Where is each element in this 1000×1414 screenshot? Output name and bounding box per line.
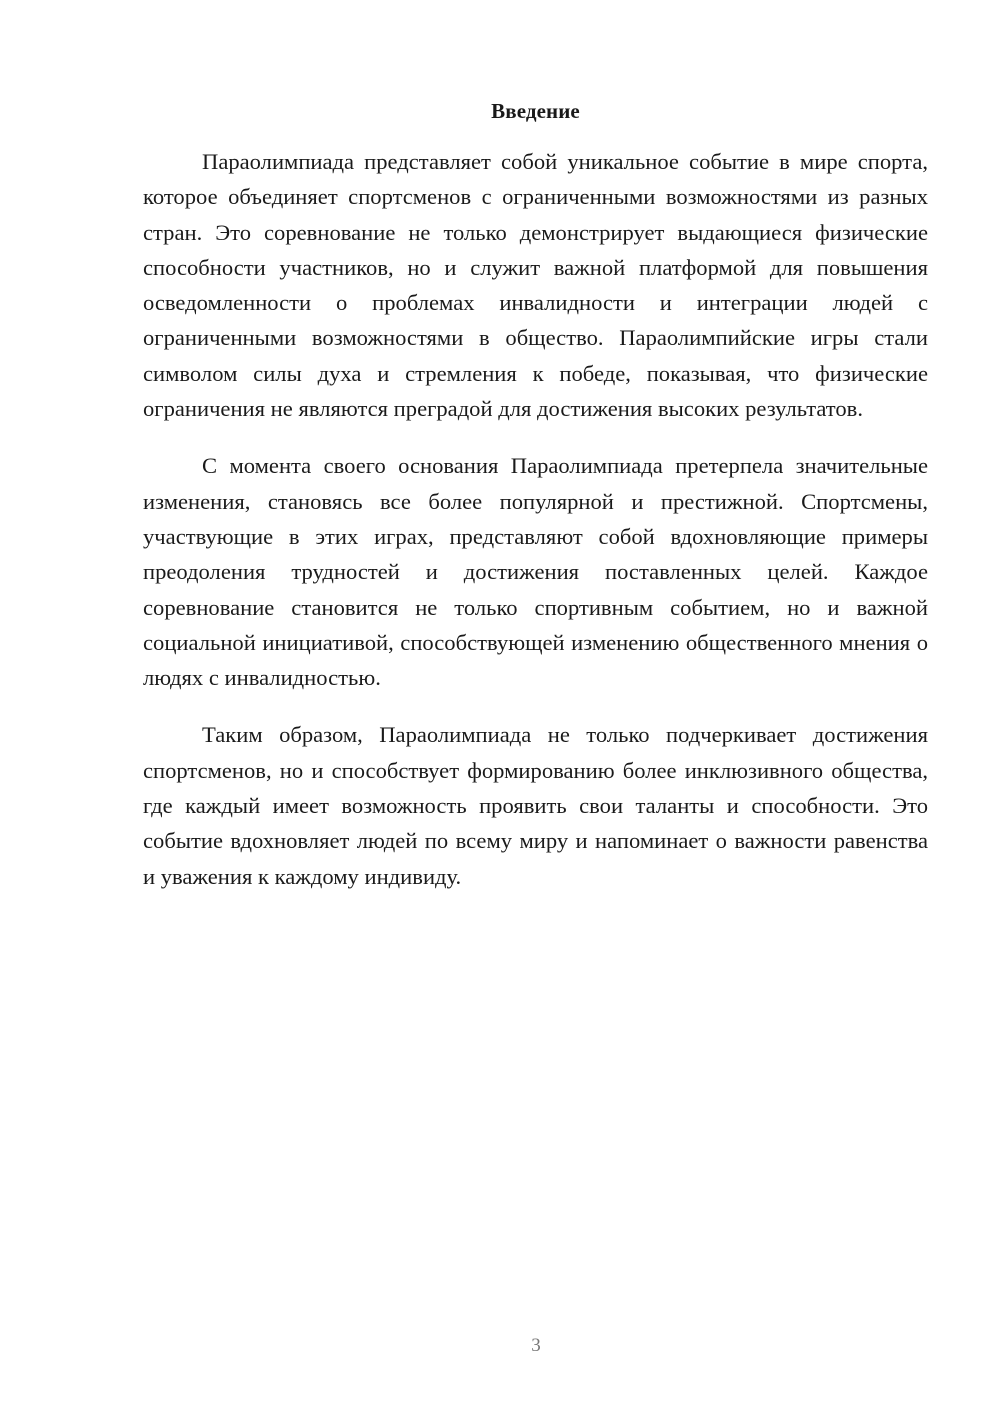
page-number: 3 [531,1335,541,1356]
paragraph-intro: Параолимпиада представляет собой уникальное событие в мире спорта, которое объединяет спортсменов с ограниченными возможностями из разных стран. Это соревнование не только демонстрирует выдающиеся физические способности участников, но и служит важной платформой для повышения осведомленности о проблемах инвалидности и интеграции людей с ограниченными возможностями в общество. Параолимпийские игры стали символом силы духа и стремления к победе, показывая, что физические ограничения не являются преградой для достижения высоких результатов. [143,149,928,422]
page-content [143,96,928,916]
paragraph-history: С момента своего основания Параолимпиада претерпела значительные изменения, становясь все более популярной и престижной. Спортсмены, участвующие в этих играх, представляют собой вдохновляющие примеры преодоления трудностей и достижения поставленных целей. Каждое соревнование становится не только спортивным событием, но и важной социальной инициативой, способствующей изменению общественного мнения о людях с инвалидностью. [143,453,928,691]
paragraph-conclusion: Таким образом, Параолимпиада не только подчеркивает достижения спортсменов, но и способствует формированию более инклюзивного общества, где каждый имеет возможность проявить свои таланты и способности. Это событие вдохновляет людей по всему миру и напоминает о важности равенства и уважения к каждому индивиду. [143,722,928,889]
page-title: Введение [491,99,580,123]
